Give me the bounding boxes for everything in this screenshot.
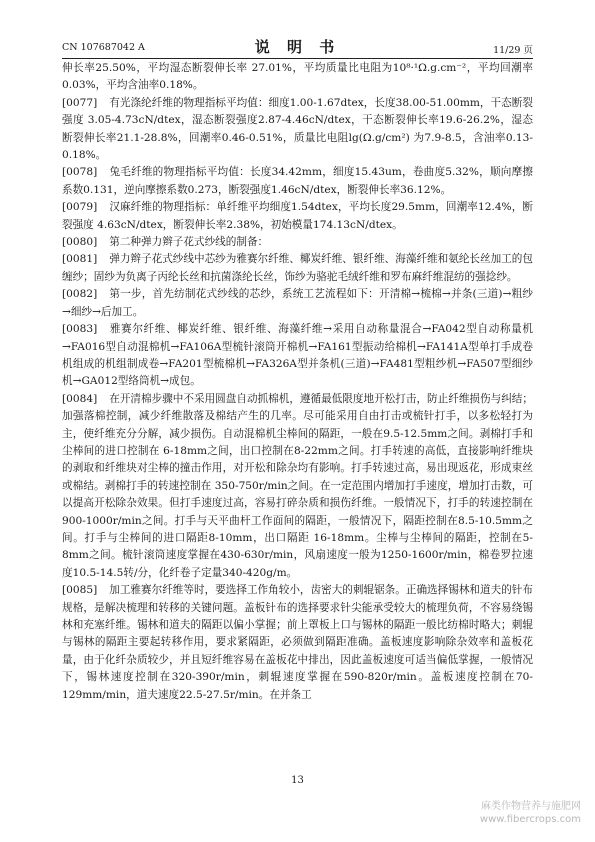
paragraph-number: [0079] — [62, 201, 98, 214]
paragraph-0080 — [62, 234, 533, 251]
page-number: 13 — [291, 775, 304, 786]
paragraph-0081 — [62, 251, 533, 286]
paragraph-text: 加工雅赛尔纤维等时，要选择工作角较小，齿密大的刺辊锯条。正确选择锡林和道夫的针布规格，是解决梳理和转移的关键问题。盖板针布的选择要求针尖能承受较大的梳理负荷，不容易绕锡林和充塞纤维。锡林和道夫的隔距以偏小掌握；前上罩板上口与锡林的隔距一般比纺棉时略大；刺辊与锡林的隔距主要起转移作用，要求紧隔距，必须做到隔距准确。盖板速度影响除杂效率和盖板花量，由于化纤杂质较少，并且短纤维容易在盖板花中排出，因此盖板速度可适当偏低掌握，一般情况下，锡林速度控制在320-390r/min，刺辊速度掌握在590-820r/min。盖板速度控制在70-129mm/min，道夫速度22.5-27.5r/min。在并条工 — [62, 584, 533, 701]
watermark-url: www.fibercrops.com — [479, 814, 581, 825]
paragraph-0082 — [62, 286, 533, 321]
paragraph-0078 — [62, 164, 533, 199]
paragraph-text: 第一步，首先纺制花式纱线的芯纱，系统工艺流程如下：开清棉→梳棉→并条(三道)→粗纱→细纱→后加工。 — [62, 288, 533, 318]
paragraph-number: [0077] — [62, 96, 98, 109]
paragraph-0083 — [62, 321, 533, 391]
page-indicator: 11/29 页 — [493, 45, 533, 56]
paragraph-number: [0078] — [62, 166, 98, 179]
paragraph-number: [0083] — [62, 323, 98, 336]
paragraph-text: 弹力辫子花式纱线中芯纱为雅赛尔纤维、椰炭纤维、银纤维、海藻纤维和氨纶长丝加工的包缠纱；固纱为负离子丙纶长丝和抗菌涤纶长丝，饰纱为骆驼毛绒纤维和罗布麻纤维混纺的强捻纱。 — [62, 253, 533, 283]
document-title: 说 明 书 — [254, 38, 341, 56]
paragraph-text: 第二种弹力辫子花式纱线的制备： — [109, 236, 269, 249]
paragraph-0079 — [62, 199, 533, 234]
paragraph-text: 有光涤纶纤维的物理指标平均值：细度1.00-1.67dtex，长度38.00-51.00mm，干态断裂强度 3.05-4.73cN/dtex，湿态断裂强度2.87-4.46cN/dtex，干态断裂伸长率19.6-26.2%，湿态断裂伸长率21.1-28.8%，回潮率0.46-0.51%，质量比电阻lg(Ω.g/cm²) 为7.9-8.5，含油率0.13-0.18%。 — [62, 96, 533, 162]
paragraph-text: 伸长率25.50%，平均湿态断裂伸长率 27.01%，平均质量比电阻为10⁸·¹Ω.g.cm⁻²，平均回潮率0.03%，平均含油率0.18%。 — [62, 62, 533, 92]
paragraph-number: [0085] — [62, 584, 98, 597]
paragraph-0084 — [62, 391, 533, 582]
watermark-title: 麻类作物营养与施肥网 — [481, 801, 581, 812]
site-watermark — [480, 800, 581, 826]
page-header — [62, 36, 533, 59]
paragraph-0085 — [62, 582, 533, 704]
paragraph-0077 — [62, 95, 533, 165]
paragraph-text: 汉麻纤维的物理指标：单纤维平均细度1.54dtex，平均长度29.5mm，回潮率12.4%，断裂强度 4.63cN/dtex，断裂伸长率2.38%，初始模量174.13cN/dtex。 — [62, 201, 533, 231]
paragraph-number: [0081] — [62, 253, 98, 266]
paragraph-text: 雅赛尔纤维、椰炭纤维、银纤维、海藻纤维→采用自动称量混合→FA042型自动称量机→FA016型自动混棉机→FA106A型梳针滚筒开棉机→FA161型振动给棉机→FA141A型单打手成卷机组成的机组制成卷→FA201型梳棉机→FA326A型并条机(三道)→FA481型粗纱机→FA507型细纱机→GA012型络筒机→成包。 — [62, 323, 533, 388]
paragraph-text: 兔毛纤维的物理指标平均值：长度34.42mm，细度15.43um，卷曲度5.32%，顺向摩擦系数0.131，逆向摩擦系数0.273，断裂强度1.46cN/dtex，断裂伸长率36.12%。 — [62, 166, 533, 196]
paragraph-number: [0082] — [62, 288, 98, 301]
paragraph-number: [0080] — [62, 236, 98, 249]
paragraph-continued — [62, 60, 533, 95]
paragraph-text: 在开清棉步骤中不采用圆盘自动抓棉机，遵循最低限度地开松打击，防止纤维损伤与纠结；加强落棉控制，减少纤维散落及棉结产生的几率。尽可能采用自由打击或梳针打手，以多松轻打为主，使纤维充分分解，减少损伤。自动混棉机尘棒间的隔距，一般在9.5-12.5mm之间。剥棉打手和尘棒间的进口控制在 6-18mm之间，出口控制在8-22mm之间。打手转速的高低，直接影响纤维块的剥取和纤维块对尘棒的撞击作用，对开松和除杂均有影响。打手转速过高，易出现返花，形成束丝或棉结。剥棉打手的转速控制在 350-750r/min之间。在一定范围内增加打手速度，增加打击数，可以提高开松除杂效果。但打手速度过高，容易打碎杂质和损伤纤维。一般情况下，打手的转速控制在900-1000r/min之间。打手与天平曲杆工作面间的隔距，一般情况下，隔距控制在8.5-10.5mm之间。打手与尘棒间的进口隔距8-10mm，出口隔距 16-18mm。尘棒与尘棒间的隔距，控制在5-8mm之间。梳针滚筒速度掌握在430-630r/min，风扇速度一般为1250-1600r/min，棉卷罗拉速度10.5-14.5转/分，化纤卷子定量340-420g/m。 — [62, 392, 533, 579]
document-body — [62, 60, 533, 704]
patent-number: CN 107687042 A — [62, 42, 145, 53]
paragraph-number: [0084] — [62, 392, 98, 405]
